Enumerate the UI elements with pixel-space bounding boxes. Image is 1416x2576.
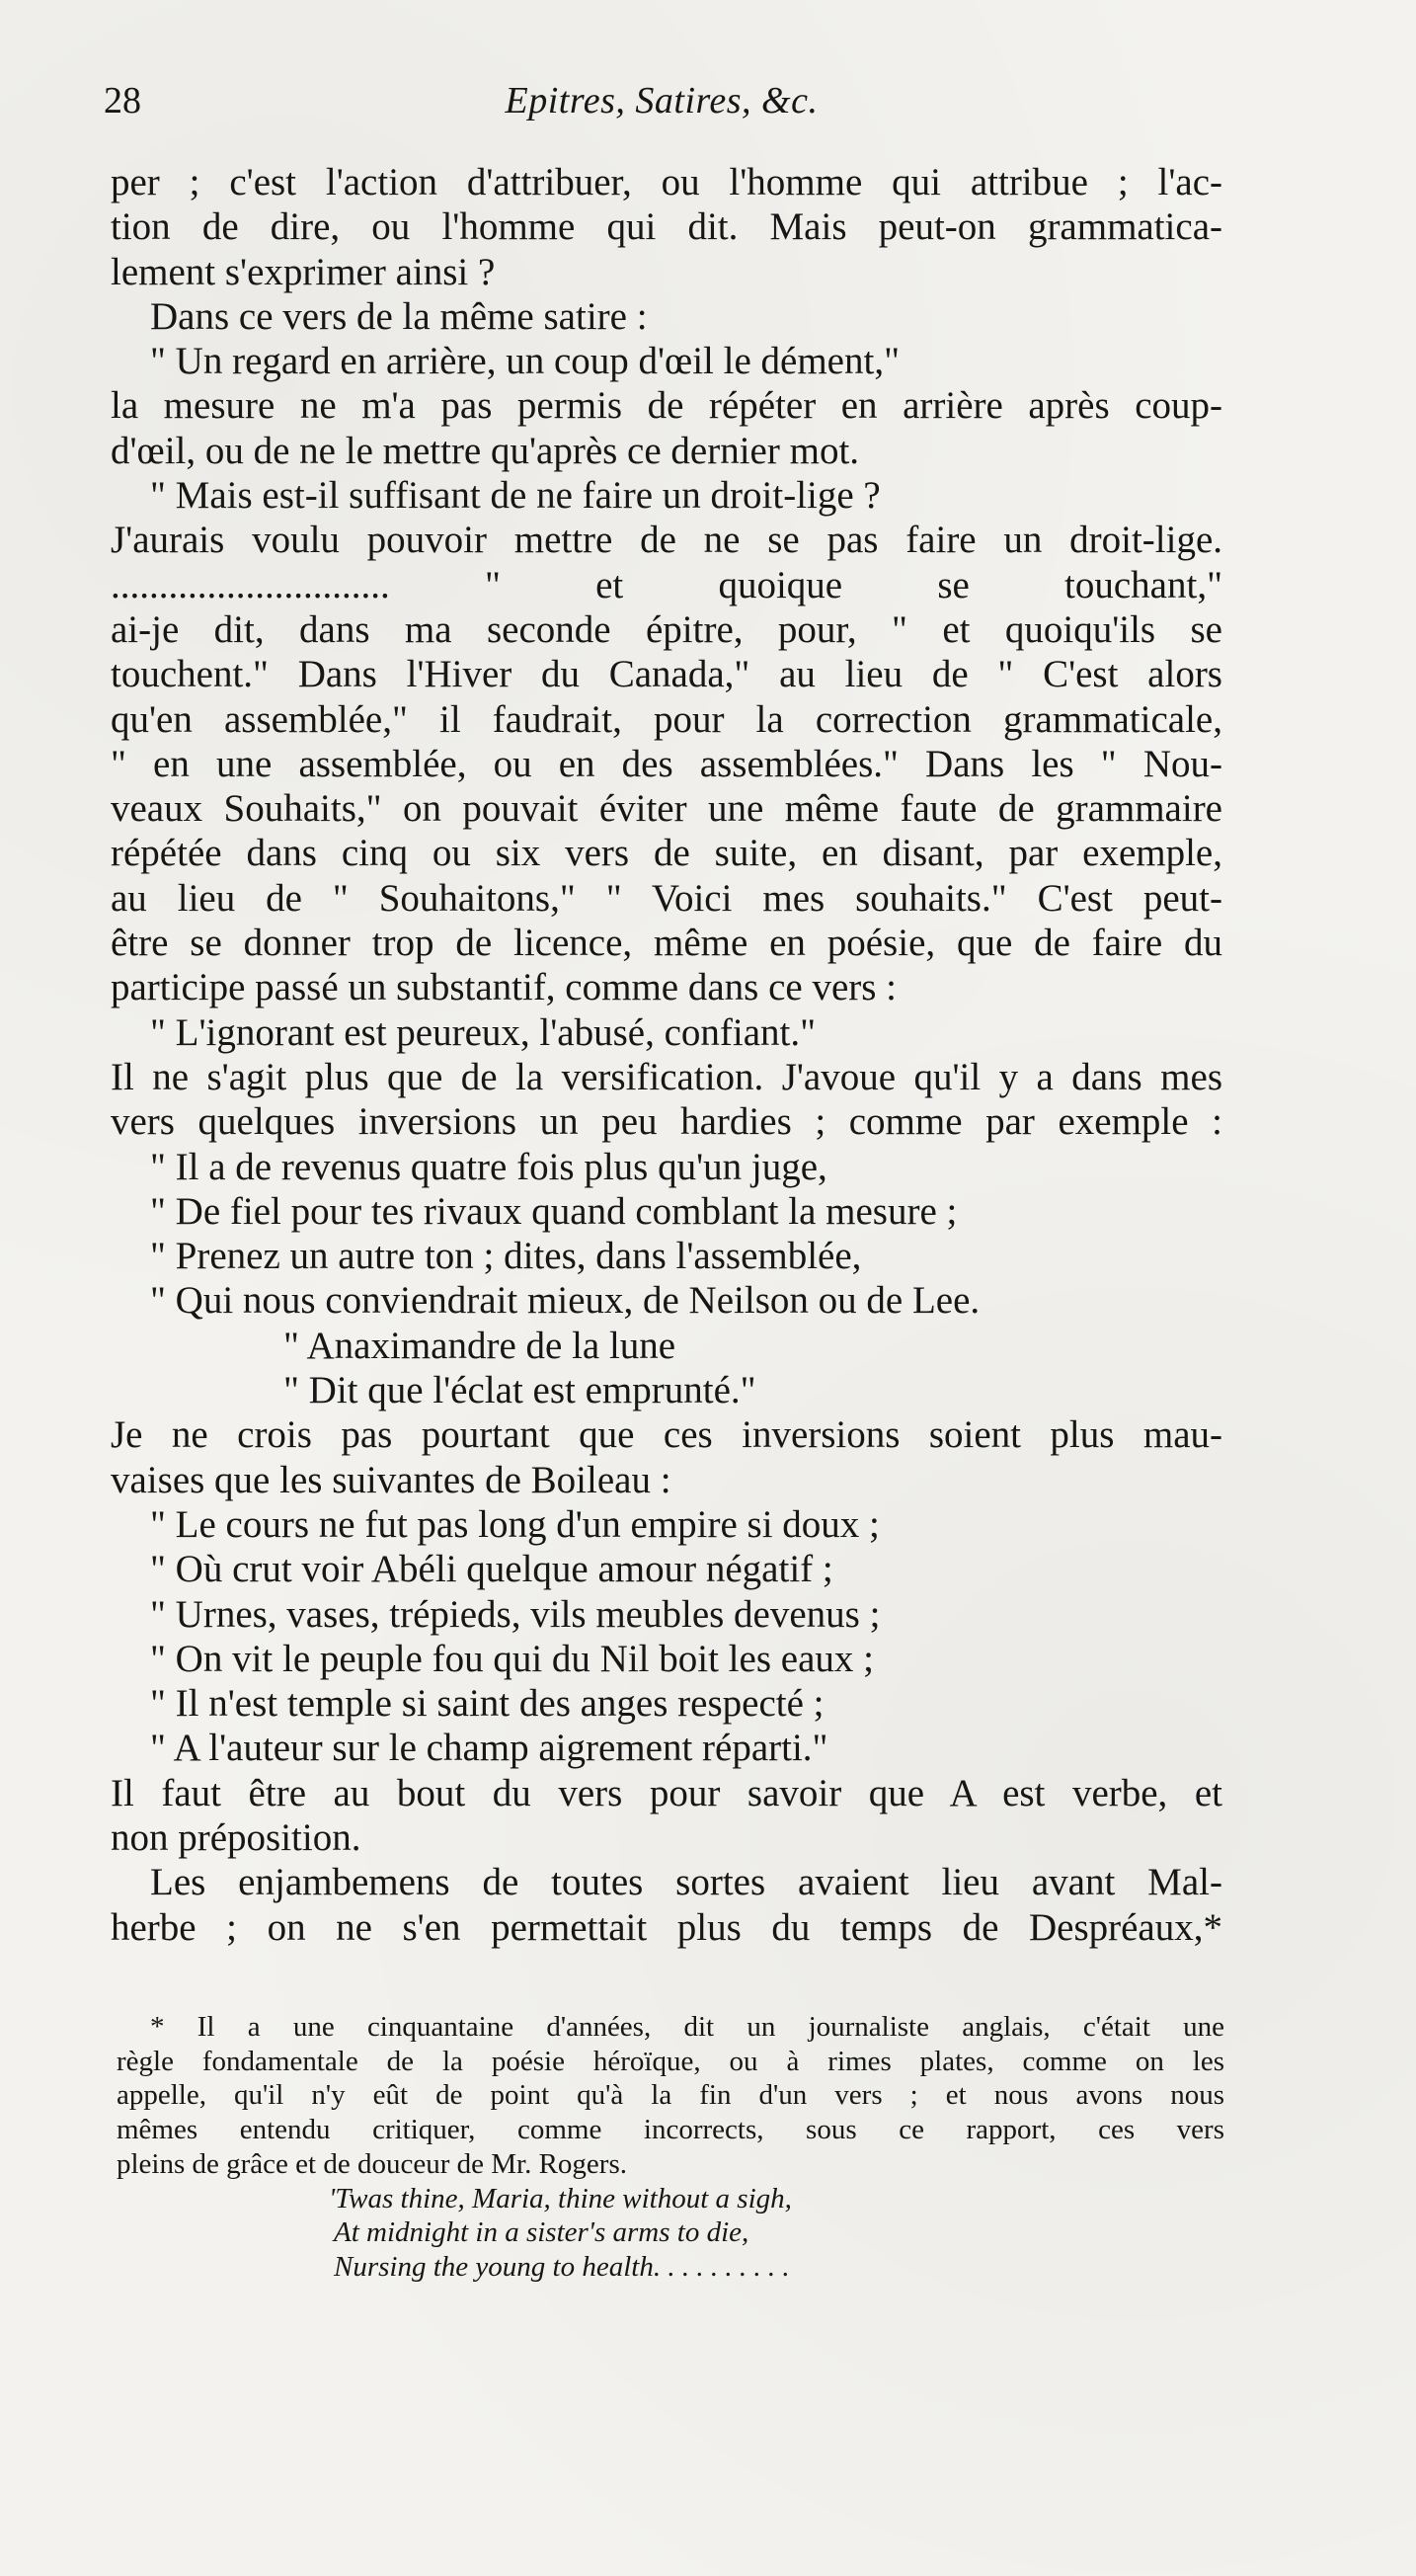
text-line: la mesure ne m'a pas permis de répéter en arrière après coup- [111, 384, 1222, 428]
text-line: " Le cours ne fut pas long d'un empire si doux ; [150, 1502, 880, 1546]
footnote [117, 2010, 1224, 2285]
text-line: " L'ignorant est peureux, l'abusé, confiant." [150, 1010, 817, 1054]
text-line: veaux Souhaits," on pouvait éviter une même faute de grammaire [111, 787, 1222, 831]
text-line: per ; c'est l'action d'attribuer, ou l'homme qui attribue ; l'ac- [111, 161, 1222, 203]
text-line: " A l'auteur sur le champ aigrement réparti." [150, 1727, 828, 1770]
text-line: " Un regard en arrière, un coup d'œil le dément," [150, 340, 900, 383]
text-line: " Prenez un autre ton ; dites, dans l'assemblée, [150, 1235, 862, 1278]
text-line: " De fiel pour tes rivaux quand comblant la mesure ; [150, 1189, 958, 1233]
text-line: lement s'exprimer ainsi ? [111, 250, 496, 293]
text-line: " Il a de revenus quatre fois plus qu'un juge, [150, 1145, 827, 1188]
text-line: " en une assemblée, ou en des assemblées." Dans les " Nou- [111, 742, 1222, 785]
text-line: d'œil, ou de ne le mettre qu'après ce dernier mot. [111, 429, 860, 472]
footnote-line: At midnight in a sister's arms to die, [334, 2216, 749, 2249]
text-line: herbe ; on ne s'en permettait plus du temps de Despréaux,* [111, 1905, 1222, 1949]
text-line: Dans ce vers de la même satire : [150, 294, 648, 338]
text-line: ai-je dit, dans ma seconde épitre, pour, " et quoiqu'ils se [111, 607, 1222, 651]
text-line: qu'en assemblée," il faudrait, pour la correction grammaticale, [111, 697, 1222, 741]
footnote-line: * Il a une cinquantaine d'années, dit un journaliste anglais, c'était une [150, 2011, 1224, 2043]
footnote-line: 'Twas thine, Maria, thine without a sigh, [329, 2182, 792, 2214]
text-line: " On vit le peuple fou qui du Nil boit les eaux ; [150, 1637, 874, 1680]
text-line: répétée dans cinq ou six vers de suite, en disant, par exemple, [111, 832, 1222, 875]
text-line: " Il n'est temple si saint des anges respecté ; [150, 1682, 825, 1726]
text-line: " Urnes, vases, trépieds, vils meubles devenus ; [150, 1592, 881, 1636]
text-line: touchent." Dans l'Hiver du Canada," au lieu de " C'est alors [111, 653, 1222, 696]
footnote-line: mêmes entendu critiquer, comme incorrects, sous ce rapport, ces vers [117, 2114, 1224, 2146]
text-line: Je ne crois pas pourtant que ces inversions soient plus mau- [111, 1413, 1222, 1457]
text-line: Il ne s'agit plus que de la versification. J'avoue qu'il y a dans mes [111, 1055, 1222, 1098]
page-number: 28 [104, 80, 141, 121]
text-line: " Dit que l'éclat est emprunté." [283, 1369, 756, 1412]
text-line: être se donner trop de licence, même en poésie, que de faire du [111, 922, 1222, 965]
text-line: " Qui nous conviendrait mieux, de Neilson ou de Lee. [150, 1279, 981, 1323]
text-line: " Où crut voir Abéli quelque amour négatif ; [150, 1548, 833, 1591]
text-line: vaises que les suivantes de Boileau : [111, 1458, 671, 1501]
text-line: au lieu de " Souhaitons," " Voici mes souhaits." C'est peut- [111, 876, 1222, 920]
text-line: vers quelques inversions un peu hardies ; comme par exemple : [111, 1100, 1222, 1144]
running-title: Epitres, Satires, &c. [505, 80, 819, 121]
text-line: Il faut être au bout du vers pour savoir que A est verbe, et [111, 1771, 1222, 1814]
text-line: participe passé un substantif, comme dans ce vers : [111, 966, 898, 1009]
footnote-line: règle fondamentale de la poésie héroïque, ou à rimes plates, comme on les [117, 2045, 1224, 2077]
text-line: Les enjambemens de toutes sortes avaient lieu avant Mal- [150, 1861, 1222, 1904]
text-line: " Anaximandre de la lune [283, 1324, 676, 1367]
text-line: non préposition. [111, 1815, 361, 1859]
text-line: ............................. " et quoique se touchant," [111, 563, 1222, 606]
text-line: tion de dire, ou l'homme qui dit. Mais peut-on grammatica- [111, 205, 1222, 249]
footnote-line: appelle, qu'il n'y eût de point qu'à la fin d'un vers ; et nous avons nous [117, 2079, 1224, 2112]
main-text [111, 160, 1222, 1950]
text-line: " Mais est-il suffisant de ne faire un droit-lige ? [150, 474, 881, 518]
footnote-line: Nursing the young to health. . . . . . . . . . [334, 2250, 790, 2283]
text-line: J'aurais voulu pouvoir mettre de ne se pas faire un droit-lige. [111, 519, 1222, 562]
footnote-line: pleins de grâce et de douceur de Mr. Rogers. [117, 2147, 627, 2180]
page-header [104, 79, 1219, 132]
